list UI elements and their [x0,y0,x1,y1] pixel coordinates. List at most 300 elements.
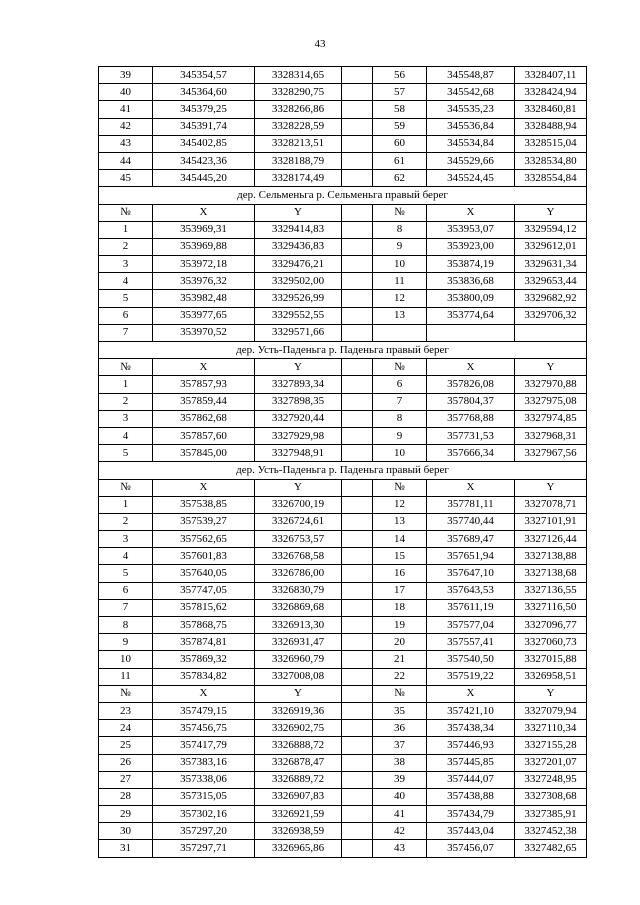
x-coordinate-cell: 353969,88 [153,238,255,255]
point-number-cell: 4 [99,427,153,444]
y-coordinate-cell: 3327920,44 [255,410,342,427]
x-coordinate-cell: 357781,11 [427,496,515,513]
spacer-cell [342,548,373,565]
spacer-cell [342,513,373,530]
y-coordinate-cell: 3327452,38 [515,823,587,840]
y-coordinate-cell: 3328488,94 [515,118,587,135]
y-coordinate-cell: 3329682,92 [515,290,587,307]
point-number-cell: 36 [373,720,427,737]
spacer-cell [342,840,373,857]
spacer-cell [342,685,373,702]
x-coordinate-cell [427,324,515,341]
x-coordinate-cell: 357834,82 [153,668,255,685]
x-coordinate-cell: 357444,07 [427,771,515,788]
y-coordinate-cell: Y [515,204,587,221]
spacer-cell [342,204,373,221]
y-coordinate-cell: 3327110,34 [515,720,587,737]
point-number-cell: 24 [99,720,153,737]
point-number-cell: 6 [99,582,153,599]
x-coordinate-cell: 345423,36 [153,152,255,169]
y-coordinate-cell: 3328515,04 [515,135,587,152]
point-number-cell: 9 [373,238,427,255]
x-coordinate-cell: X [153,359,255,376]
x-coordinate-cell: 345524,45 [427,170,515,187]
y-coordinate-cell: 3329476,21 [255,256,342,273]
point-number-cell: 10 [373,445,427,462]
x-coordinate-cell: 357647,10 [427,565,515,582]
x-coordinate-cell: 353982,48 [153,290,255,307]
point-number-cell: 18 [373,599,427,616]
x-coordinate-cell: 357315,05 [153,788,255,805]
point-number-cell: 40 [99,84,153,101]
point-number-cell: 2 [99,393,153,410]
x-coordinate-cell: 357456,07 [427,840,515,857]
x-coordinate-cell: 353800,09 [427,290,515,307]
y-coordinate-cell: Y [255,359,342,376]
point-number-cell: 35 [373,702,427,719]
x-coordinate-cell: 357417,79 [153,737,255,754]
x-coordinate-cell: 357338,06 [153,771,255,788]
x-coordinate-cell: 357479,15 [153,702,255,719]
table-row [99,513,587,530]
y-coordinate-cell: 3329706,32 [515,307,587,324]
x-coordinate-cell: 357302,16 [153,806,255,823]
point-number-cell: 30 [99,823,153,840]
x-coordinate-cell: 345354,57 [153,67,255,84]
y-coordinate-cell: 3326786,00 [255,565,342,582]
y-coordinate-cell: 3326913,30 [255,617,342,634]
y-coordinate-cell: 3327138,68 [515,565,587,582]
point-number-cell: 2 [99,513,153,530]
x-coordinate-cell: 345391,74 [153,118,255,135]
spacer-cell [342,101,373,118]
y-coordinate-cell: 3327101,91 [515,513,587,530]
y-coordinate-cell: 3329631,34 [515,256,587,273]
x-coordinate-cell: 353774,64 [427,307,515,324]
y-coordinate-cell: 3326869,68 [255,599,342,616]
y-coordinate-cell: 3326768,58 [255,548,342,565]
y-coordinate-cell: 3329571,66 [255,324,342,341]
point-number-cell: 41 [373,806,427,823]
y-coordinate-cell: 3327975,08 [515,393,587,410]
spacer-cell [342,634,373,651]
table-header-row [99,204,587,221]
x-coordinate-cell: 353976,32 [153,273,255,290]
table-row [99,376,587,393]
section-title: дер. Сельменьга р. Сельменьга правый берег [99,187,587,204]
x-coordinate-cell: 357611,19 [427,599,515,616]
point-number-cell: 17 [373,582,427,599]
spacer-cell [342,668,373,685]
x-coordinate-cell: X [427,479,515,496]
y-coordinate-cell: 3327201,07 [515,754,587,771]
spacer-cell [342,599,373,616]
table-row [99,324,587,341]
y-coordinate-cell: 3326907,83 [255,788,342,805]
y-coordinate-cell: 3326965,86 [255,840,342,857]
x-coordinate-cell: 345364,60 [153,84,255,101]
spacer-cell [342,84,373,101]
point-number-cell: 7 [99,324,153,341]
point-number-cell: 42 [99,118,153,135]
table-row [99,170,587,187]
x-coordinate-cell: 357868,75 [153,617,255,634]
x-coordinate-cell: 353970,52 [153,324,255,341]
table-row [99,806,587,823]
point-number-cell: 29 [99,806,153,823]
y-coordinate-cell: 3327974,85 [515,410,587,427]
x-coordinate-cell: 345542,68 [427,84,515,101]
y-coordinate-cell: 3327136,55 [515,582,587,599]
x-coordinate-cell: 353969,31 [153,221,255,238]
y-coordinate-cell: 3328188,79 [255,152,342,169]
table-row [99,290,587,307]
point-number-cell: 43 [99,135,153,152]
point-number-cell: 41 [99,101,153,118]
table-row [99,221,587,238]
table-row [99,238,587,255]
spacer-cell [342,823,373,840]
spacer-cell [342,67,373,84]
point-number-cell: 6 [373,376,427,393]
spacer-cell [342,788,373,805]
x-coordinate-cell: X [153,479,255,496]
x-coordinate-cell: 353923,00 [427,238,515,255]
table-row [99,427,587,444]
y-coordinate-cell: 3329436,83 [255,238,342,255]
table-row [99,634,587,651]
x-coordinate-cell: 357421,10 [427,702,515,719]
coordinates-table [98,66,587,858]
table-row [99,67,587,84]
spacer-cell [342,135,373,152]
y-coordinate-cell: Y [515,479,587,496]
y-coordinate-cell: 3326931,47 [255,634,342,651]
x-coordinate-cell: 353953,07 [427,221,515,238]
point-number-cell: 43 [373,840,427,857]
spacer-cell [342,324,373,341]
y-coordinate-cell: 3327898,35 [255,393,342,410]
spacer-cell [342,445,373,462]
y-coordinate-cell: 3327126,44 [515,531,587,548]
point-number-cell: 8 [373,410,427,427]
y-coordinate-cell: 3327015,88 [515,651,587,668]
x-coordinate-cell: 357445,85 [427,754,515,771]
spacer-cell [342,290,373,307]
table-row [99,651,587,668]
x-coordinate-cell: 357456,75 [153,720,255,737]
y-coordinate-cell: 3328424,94 [515,84,587,101]
table-row [99,393,587,410]
table-row [99,307,587,324]
x-coordinate-cell: 357443,04 [427,823,515,840]
point-number-cell: 62 [373,170,427,187]
page-number: 43 [314,38,326,50]
y-coordinate-cell: 3326921,59 [255,806,342,823]
point-number-cell: 57 [373,84,427,101]
table-row [99,256,587,273]
table-row [99,702,587,719]
y-coordinate-cell: 3327138,88 [515,548,587,565]
point-number-cell [373,324,427,341]
spacer-cell [342,479,373,496]
point-number-cell: 19 [373,617,427,634]
point-number-cell: 16 [373,565,427,582]
table-row [99,668,587,685]
spacer-cell [342,737,373,754]
table-row [99,410,587,427]
spacer-cell [342,376,373,393]
point-number-cell: 6 [99,307,153,324]
table-row [99,617,587,634]
spacer-cell [342,565,373,582]
x-coordinate-cell: 353977,65 [153,307,255,324]
y-coordinate-cell: 3327967,56 [515,445,587,462]
spacer-cell [342,771,373,788]
point-number-cell: 60 [373,135,427,152]
point-number-cell: 27 [99,771,153,788]
spacer-cell [342,651,373,668]
x-coordinate-cell: X [427,359,515,376]
x-coordinate-cell: 357438,88 [427,788,515,805]
point-number-cell: 13 [373,307,427,324]
table-row [99,823,587,840]
point-number-cell: 4 [99,548,153,565]
spacer-cell [342,221,373,238]
x-coordinate-cell: 357640,05 [153,565,255,582]
y-coordinate-cell: 3327116,50 [515,599,587,616]
point-number-cell: 61 [373,152,427,169]
point-number-cell: 37 [373,737,427,754]
table-row [99,840,587,857]
x-coordinate-cell: 345379,25 [153,101,255,118]
y-coordinate-cell: 3327385,91 [515,806,587,823]
point-number-cell: 5 [99,290,153,307]
table-row [99,771,587,788]
point-number-cell: 45 [99,170,153,187]
point-number-cell: 7 [373,393,427,410]
y-coordinate-cell: 3327078,71 [515,496,587,513]
spacer-cell [342,720,373,737]
point-number-cell: 10 [373,256,427,273]
y-coordinate-cell: 3326960,79 [255,651,342,668]
table-row [99,445,587,462]
x-coordinate-cell: 357577,04 [427,617,515,634]
y-coordinate-cell: Y [255,479,342,496]
table-row [99,101,587,118]
x-coordinate-cell: 357862,68 [153,410,255,427]
y-coordinate-cell: 3328290,75 [255,84,342,101]
x-coordinate-cell: 357434,79 [427,806,515,823]
point-number-cell: 10 [99,651,153,668]
spacer-cell [342,754,373,771]
point-number-cell: № [373,685,427,702]
x-coordinate-cell: 357804,37 [427,393,515,410]
point-number-cell: 31 [99,840,153,857]
point-number-cell: 5 [99,445,153,462]
x-coordinate-cell: 357768,88 [427,410,515,427]
y-coordinate-cell: 3326830,79 [255,582,342,599]
point-number-cell: 9 [99,634,153,651]
x-coordinate-cell: 345534,84 [427,135,515,152]
point-number-cell: № [373,479,427,496]
x-coordinate-cell: 357689,47 [427,531,515,548]
x-coordinate-cell: 357815,62 [153,599,255,616]
x-coordinate-cell: 353972,18 [153,256,255,273]
y-coordinate-cell: 3327308,68 [515,788,587,805]
point-number-cell: 26 [99,754,153,771]
point-number-cell: № [373,204,427,221]
x-coordinate-cell: 357857,60 [153,427,255,444]
point-number-cell: 7 [99,599,153,616]
point-number-cell: 12 [373,290,427,307]
spacer-cell [342,359,373,376]
y-coordinate-cell: 3327970,88 [515,376,587,393]
spacer-cell [342,702,373,719]
x-coordinate-cell: 357845,00 [153,445,255,462]
y-coordinate-cell: Y [255,204,342,221]
y-coordinate-cell: 3328534,80 [515,152,587,169]
y-coordinate-cell: 3326724,61 [255,513,342,530]
point-number-cell: 39 [99,67,153,84]
y-coordinate-cell: 3327060,73 [515,634,587,651]
point-number-cell: 59 [373,118,427,135]
y-coordinate-cell: 3326919,36 [255,702,342,719]
section-title-row [99,342,587,359]
y-coordinate-cell: 3327155,28 [515,737,587,754]
point-number-cell: 5 [99,565,153,582]
y-coordinate-cell: 3327482,65 [515,840,587,857]
y-coordinate-cell: 3327079,94 [515,702,587,719]
table-row [99,273,587,290]
y-coordinate-cell: 3327893,34 [255,376,342,393]
y-coordinate-cell: 3327948,91 [255,445,342,462]
point-number-cell: 13 [373,513,427,530]
x-coordinate-cell: 357383,16 [153,754,255,771]
section-title-row [99,187,587,204]
table-row [99,118,587,135]
y-coordinate-cell: 3327096,77 [515,617,587,634]
y-coordinate-cell [515,324,587,341]
point-number-cell: № [99,685,153,702]
x-coordinate-cell: 345536,84 [427,118,515,135]
y-coordinate-cell: 3328407,11 [515,67,587,84]
x-coordinate-cell: 357438,34 [427,720,515,737]
table-row [99,737,587,754]
x-coordinate-cell: 345548,87 [427,67,515,84]
table-row [99,754,587,771]
table-row [99,565,587,582]
spacer-cell [342,256,373,273]
x-coordinate-cell: 353836,68 [427,273,515,290]
x-coordinate-cell: 357826,08 [427,376,515,393]
x-coordinate-cell: 357747,05 [153,582,255,599]
table-row [99,548,587,565]
spacer-cell [342,531,373,548]
point-number-cell: 25 [99,737,153,754]
x-coordinate-cell: 357869,32 [153,651,255,668]
point-number-cell: 8 [373,221,427,238]
x-coordinate-cell: 357643,53 [427,582,515,599]
point-number-cell: 2 [99,238,153,255]
table-row [99,582,587,599]
y-coordinate-cell: 3326958,51 [515,668,587,685]
table-header-row [99,359,587,376]
point-number-cell: 12 [373,496,427,513]
point-number-cell: 3 [99,256,153,273]
point-number-cell: 1 [99,376,153,393]
section-title: дер. Усть-Паденьга р. Паденьга правый берег [99,462,587,479]
spacer-cell [342,496,373,513]
point-number-cell: 1 [99,496,153,513]
y-coordinate-cell: 3326888,72 [255,737,342,754]
y-coordinate-cell: 3328266,86 [255,101,342,118]
table-row [99,496,587,513]
table-row [99,599,587,616]
point-number-cell: 22 [373,668,427,685]
x-coordinate-cell: 357562,65 [153,531,255,548]
y-coordinate-cell: 3328554,84 [515,170,587,187]
point-number-cell: 1 [99,221,153,238]
x-coordinate-cell: 357557,41 [427,634,515,651]
spacer-cell [342,582,373,599]
y-coordinate-cell: 3328228,59 [255,118,342,135]
y-coordinate-cell: 3329612,01 [515,238,587,255]
x-coordinate-cell: X [153,685,255,702]
x-coordinate-cell: X [427,204,515,221]
table-row [99,788,587,805]
y-coordinate-cell: 3327968,31 [515,427,587,444]
x-coordinate-cell: X [427,685,515,702]
y-coordinate-cell: 3327248,95 [515,771,587,788]
section-title: дер. Усть-Паденьга р. Паденьга правый берег [99,342,587,359]
point-number-cell: 23 [99,702,153,719]
y-coordinate-cell: 3326753,57 [255,531,342,548]
point-number-cell: № [99,479,153,496]
y-coordinate-cell: 3328174,49 [255,170,342,187]
point-number-cell: 42 [373,823,427,840]
x-coordinate-cell: 357297,20 [153,823,255,840]
y-coordinate-cell: 3329653,44 [515,273,587,290]
table-row [99,84,587,101]
point-number-cell: 3 [99,531,153,548]
y-coordinate-cell: 3329594,12 [515,221,587,238]
point-number-cell: № [99,359,153,376]
point-number-cell: 9 [373,427,427,444]
y-coordinate-cell: 3327008,08 [255,668,342,685]
spacer-cell [342,806,373,823]
spacer-cell [342,152,373,169]
x-coordinate-cell: 345402,85 [153,135,255,152]
y-coordinate-cell: 3329526,99 [255,290,342,307]
section-title-row [99,462,587,479]
x-coordinate-cell: 353874,19 [427,256,515,273]
spacer-cell [342,410,373,427]
point-number-cell: 28 [99,788,153,805]
x-coordinate-cell: 357538,85 [153,496,255,513]
y-coordinate-cell: 3329414,83 [255,221,342,238]
point-number-cell: 58 [373,101,427,118]
x-coordinate-cell: 345445,20 [153,170,255,187]
spacer-cell [342,170,373,187]
point-number-cell: 38 [373,754,427,771]
y-coordinate-cell: 3329502,00 [255,273,342,290]
x-coordinate-cell: X [153,204,255,221]
y-coordinate-cell: Y [515,685,587,702]
y-coordinate-cell: 3328213,51 [255,135,342,152]
point-number-cell: 14 [373,531,427,548]
y-coordinate-cell: Y [255,685,342,702]
